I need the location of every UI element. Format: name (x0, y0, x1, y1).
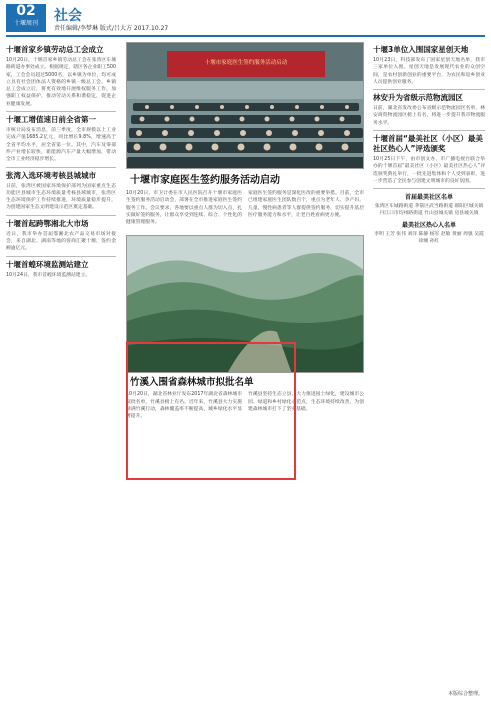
divider (6, 111, 116, 112)
main-article-body (126, 190, 364, 229)
article-title: 十堰首家乡镇劳动总工会成立 (6, 45, 104, 54)
divider (373, 130, 485, 131)
divider (6, 256, 116, 257)
divider (6, 215, 116, 216)
left-column (6, 42, 116, 692)
article-body: 市统计局发布消息，前三季度，全市规模以上工业完成产值1685.2亿元，同比增长9.8%，增速高于全省平均水平，居全省第一位。其中，汽车及零部件产业增长较快，新能源汽车产量大幅增加，带动全市工业经济稳步增长。 (6, 128, 116, 163)
divider (373, 188, 485, 189)
article-body: 10月20日，十堰首家乡镇劳动总工会在张湾区车城路街道办事处成立。根据规定，辖区各企业职工500家，工会会员超过5000名，以乡镇为单位，均可成立具有社会团体法人资格的乡镇一级总工会。乡镇总工会成立后，将更有效地开展维权服务工作，加强职工权益保护，推动劳动关系和谐稳定，促进企业健康发展。 (6, 58, 116, 107)
footer-note: 本版综合整理。 (447, 691, 483, 697)
article-title: 十堰首蝗环境监测站建立 (6, 259, 89, 269)
header-divider (6, 35, 485, 37)
main-headline: 十堰市家庭医生签约服务活动启动 (130, 175, 280, 186)
list-box-title: 首届最美社区名单 (404, 194, 453, 202)
article-body: 10月24日，我市首蝗环境监测站建立。 (6, 272, 91, 278)
middle-column (126, 42, 364, 692)
article-body: 近日，我市举办首届鄂湘北农产品交易市场对接会，来自湖北、湖南等地的客商汇聚十堰，签约金额逾亿元。 (6, 231, 116, 252)
page-header (0, 0, 491, 36)
article-body: 10月23日，科技部发布了国家星创天地名单，我市三家单位入围。星创天地是发展现代农业的众创空间，是农村创新创业的重要平台，为农民和返乡创业人员提供创业服务。 (373, 58, 485, 85)
article-title: 林安升为省级示范物流园区 (373, 93, 463, 103)
article-body: 家庭医生签约服务是深化医改的重要举措。目前，全市已组建家庭医生团队数百个，重点为老年人、孕产妇、儿童、慢性病患者等人群提供签约服务，切实提升基层医疗服务能力和水平，让老百姓看病更方便。 (248, 191, 364, 218)
highlight-frame (126, 342, 296, 480)
article-body: 竹溪县坚持生态立县，大力推进国土绿化，建设城市公园、绿道和乡村绿化示范点，生态环境持续改善，为创建森林城市打下了坚实基础。 (248, 392, 364, 413)
article-body: 10月25日下午，由市创文办、市广播电视台联合举办的十堰首届“最美社区（小区）最美社区热心人”评选颁奖典礼举行，一批先进集体和个人受到表彰，进一步营造了全民参与创建文明城市的良好氛围。 (373, 157, 485, 184)
page-number-badge (6, 4, 46, 32)
article-body: 10月20日，市卫计委在市人民医院召开十堰市家庭医生签约服务活动启动会，部署在全市推进家庭医生签约服务工作。会议要求，各地要以重点人群为切入点，扎实做好签约服务，让群众享受到连续、综合、个性化的健康管理服务。 (126, 191, 242, 226)
article-title: 十堰首起跨鄂湘北大市场 (6, 218, 89, 228)
article-title: 十堰3单位入围国家星创天地 (373, 45, 469, 54)
second-headline: 竹溪入围省森林城市拟批名单 (130, 377, 254, 389)
editor-meta: 责任编辑/李梦琳 版式/吕大方 2017.10.27 (54, 25, 169, 32)
article-title: 十堰首届“最美社区（小区）最美社区热心人”评选颁奖 (373, 134, 483, 154)
divider (373, 89, 485, 90)
conference-photo (126, 42, 364, 169)
section-badge-label: 十堰周刊 (13, 20, 38, 27)
article-title: 张湾入选环境考核县城城市 (6, 170, 96, 180)
name-list: 李明 王芳 张伟 刘洋 陈静 杨军 赵敏 黄丽 周强 吴霞 徐刚 孙红 (374, 232, 484, 245)
right-column (373, 42, 485, 692)
article-title: 十堰工增值速日前全省第一 (6, 115, 96, 125)
stage-banner-text: 十堰市家庭医生签约服务活动启动 (204, 60, 288, 66)
article-body: 10月20日，湖北省林业厅发布2017年湖北省森林城市拟批名单，竹溪县榜上有名。近年来，竹溪县大力实施绿满竹溪行动，森林覆盖率不断提高，城乡绿化水平显著提升。 (126, 392, 242, 420)
name-list: 张湾区车城路街道 茅箭区武当路街道 郧阳区城关镇 丹江口市均州路街道 竹山县城关镇 房县城关镇 (374, 204, 484, 217)
section-title: 社会 (54, 8, 82, 24)
page-number: 02 (16, 3, 36, 19)
article-body: 日前，张湾区被国家环境保护部列为国家重点生态功能区县城市生态环境质量考核县域城市，张湾区生态环境保护工作持续推进，环境质量稳步提升，为创建国家生态文明建设示范区奠定基础。 (6, 183, 116, 211)
list-box-title: 最美社区热心人名单 (401, 222, 456, 230)
article-body: 日前，湖北省发改委公布省级示范物流园区名单，林安商贸物流园区榜上有名，将进一步提升我市物流服务水平。 (373, 106, 485, 126)
divider (6, 167, 116, 168)
